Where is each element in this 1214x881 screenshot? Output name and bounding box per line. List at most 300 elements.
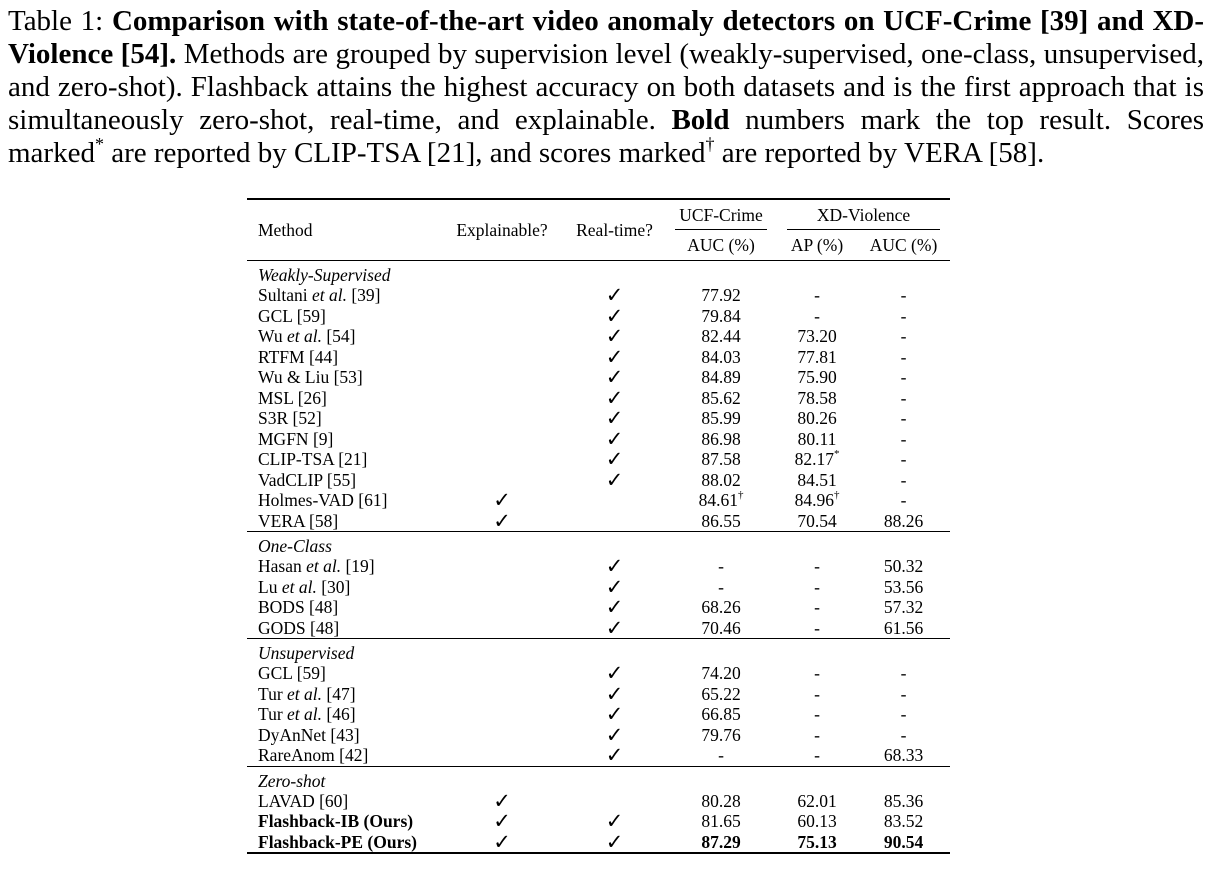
realtime-check-icon: ✓ — [605, 554, 624, 579]
xd-auc-value-text: - — [900, 428, 907, 449]
xd-auc-value — [857, 725, 950, 746]
group-header-row — [247, 639, 950, 664]
table-caption — [8, 5, 1204, 170]
xd-auc-value-text: 50.32 — [883, 556, 924, 577]
xd-auc-value — [857, 511, 950, 532]
ucf-auc-value — [665, 449, 777, 470]
xd-ap-value — [777, 470, 857, 491]
header-ucf-crime — [665, 199, 777, 230]
xd-ap-value-text: 75.13 — [797, 831, 837, 852]
method-cell — [247, 663, 440, 684]
ucf-auc-value — [665, 408, 777, 429]
realtime-check-icon: ✓ — [605, 385, 624, 410]
group-header-row — [247, 261, 950, 286]
table-row — [247, 618, 950, 639]
method-cell — [247, 745, 440, 766]
xd-ap-value-text: - — [814, 704, 820, 725]
ucf-auc-value-text: - — [718, 745, 724, 766]
group-header-row — [247, 532, 950, 557]
method-cell — [247, 347, 440, 368]
method-cell — [247, 429, 440, 450]
method-et-al: et al. — [287, 704, 323, 725]
header-xd-auc: AUC (%) — [869, 234, 938, 255]
xd-ap-value — [777, 556, 857, 577]
ucf-auc-value — [665, 811, 777, 832]
xd-ap-value-text: 78.58 — [797, 387, 837, 408]
realtime-check-icon: ✓ — [605, 809, 624, 834]
xd-auc-value-text: - — [900, 408, 907, 429]
explainable-check-icon — [440, 597, 564, 618]
method-et-al: et al. — [281, 576, 317, 597]
group-name: Unsupervised — [258, 643, 355, 663]
method-name: DyAnNet [43] — [258, 724, 360, 745]
xd-ap-value-text: 75.90 — [797, 367, 837, 388]
xd-ap-value-text: - — [814, 745, 820, 766]
realtime-check-icon: ✓ — [605, 661, 624, 686]
table-row — [247, 367, 950, 388]
ucf-auc-value-text: 88.02 — [701, 469, 741, 490]
method-reference: [19] — [345, 556, 375, 577]
explainable-check-icon: ✓ — [493, 788, 511, 813]
method-name: Holmes-VAD [61] — [258, 490, 388, 511]
xd-auc-value-text: 61.56 — [883, 617, 924, 638]
explainable-check-icon — [440, 618, 564, 639]
method-reference: [47] — [326, 683, 356, 704]
xd-auc-value — [857, 745, 950, 766]
table-row — [247, 408, 950, 429]
xd-ap-value-text: 62.01 — [797, 790, 837, 811]
table-row — [247, 388, 950, 409]
method-name: MSL [26] — [258, 387, 327, 408]
table-row — [247, 449, 950, 470]
xd-auc-value-text: - — [900, 490, 907, 511]
xd-auc-value-text: - — [900, 326, 907, 347]
xd-ap-value — [777, 597, 857, 618]
ucf-auc-value-text: 68.26 — [701, 597, 741, 618]
ucf-auc-value — [665, 511, 777, 532]
xd-auc-value — [857, 347, 950, 368]
method-name: Sultani — [258, 285, 308, 306]
xd-auc-value — [857, 556, 950, 577]
xd-ap-value-text: 80.26 — [797, 408, 837, 429]
ucf-auc-value — [665, 367, 777, 388]
method-cell — [247, 306, 440, 327]
realtime-check-icon: ✓ — [605, 722, 624, 747]
method-name: CLIP-TSA [21] — [258, 449, 368, 470]
table-header — [247, 199, 950, 261]
ucf-auc-value-text: 84.61 — [698, 490, 738, 511]
ucf-auc-value-text: 70.46 — [701, 617, 741, 638]
xd-ap-value-text: - — [814, 285, 820, 306]
method-reference: [54] — [326, 326, 356, 347]
realtime-check-icon: ✓ — [605, 467, 624, 492]
method-cell — [247, 367, 440, 388]
ucf-auc-value-text: 85.99 — [701, 408, 741, 429]
xd-auc-value-text: - — [900, 683, 907, 704]
ucf-crime-cmidrule — [675, 229, 767, 230]
table-row — [247, 347, 950, 368]
xd-auc-value — [857, 618, 950, 639]
explainable-check-icon — [440, 408, 564, 429]
xd-ap-value-text: 84.96 — [794, 490, 834, 511]
explainable-check-icon — [440, 684, 564, 705]
caption-text-4: are reported by VERA [58]. — [721, 137, 1045, 169]
method-name: RTFM [44] — [258, 346, 339, 367]
xd-ap-value — [777, 663, 857, 684]
method-cell — [247, 704, 440, 725]
realtime-check-icon: ✓ — [605, 426, 624, 451]
xd-auc-value — [857, 388, 950, 409]
explainable-check-icon — [440, 285, 564, 306]
ucf-auc-value — [665, 285, 777, 306]
header-method: Method — [258, 219, 313, 240]
explainable-check-icon: ✓ — [493, 488, 511, 513]
ucf-auc-value-text: 80.28 — [701, 790, 741, 811]
ucf-auc-value-text: 87.58 — [701, 449, 741, 470]
xd-auc-value-text: - — [900, 285, 907, 306]
ucf-auc-value — [665, 725, 777, 746]
method-name: Lu — [258, 576, 278, 597]
ucf-auc-value — [665, 577, 777, 598]
xd-auc-value — [857, 408, 950, 429]
table-row — [247, 725, 950, 746]
xd-ap-value — [777, 832, 857, 854]
ucf-auc-value — [665, 490, 777, 511]
xd-ap-value-text: 84.51 — [797, 469, 837, 490]
ucf-auc-value — [665, 597, 777, 618]
ucf-auc-value-text: 74.20 — [701, 663, 741, 684]
method-cell — [247, 811, 440, 832]
caption-text-1: Methods are grouped by supervision level (weakly-supervised, one-class, unsupervised, and zero-shot). Flashback attains the highest accuracy on both datasets and is the first approach that is simultaneously zero-shot, real-time, and explainable. — [8, 38, 1204, 136]
header-xd-violence — [777, 199, 950, 230]
method-name: Flashback-IB (Ours) — [258, 811, 414, 832]
method-cell — [247, 684, 440, 705]
table-row — [247, 597, 950, 618]
xd-auc-value — [857, 449, 950, 470]
explainable-check-icon: ✓ — [493, 508, 511, 533]
method-name: VadCLIP [55] — [258, 469, 357, 490]
ucf-auc-value-text: - — [718, 576, 724, 597]
realtime-check-icon: ✓ — [605, 829, 624, 854]
xd-auc-value-text: - — [900, 305, 907, 326]
xd-auc-value — [857, 326, 950, 347]
xd-ap-value — [777, 577, 857, 598]
header-xd-ap: AP (%) — [790, 234, 844, 255]
ucf-auc-value-text: 66.85 — [701, 704, 741, 725]
xd-auc-value — [857, 285, 950, 306]
explainable-check-icon — [440, 449, 564, 470]
xd-auc-value — [857, 791, 950, 812]
table-row — [247, 511, 950, 532]
xd-ap-value — [777, 388, 857, 409]
realtime-check-icon: ✓ — [605, 702, 624, 727]
xd-auc-value-text: 57.32 — [883, 597, 924, 618]
xd-ap-value-text: - — [814, 597, 820, 618]
xd-auc-value-text: 53.56 — [883, 576, 924, 597]
ucf-auc-value-text: 84.03 — [701, 346, 741, 367]
ucf-auc-value-text: 79.76 — [701, 724, 741, 745]
ucf-auc-value-text: - — [718, 556, 724, 577]
explainable-check-icon — [440, 556, 564, 577]
ucf-auc-value-text: 79.84 — [701, 305, 741, 326]
ucf-auc-value — [665, 832, 777, 854]
header-xd-violence-label: XD-Violence — [816, 204, 911, 225]
ucf-auc-value — [665, 388, 777, 409]
table-body — [247, 261, 950, 854]
method-name: Flashback-PE (Ours) — [258, 831, 417, 852]
method-cell — [247, 449, 440, 470]
xd-auc-value-text: - — [900, 449, 907, 470]
footnote-marker: † — [737, 489, 744, 502]
method-name: Tur — [258, 683, 283, 704]
xd-ap-value-text: - — [814, 576, 820, 597]
xd-ap-value — [777, 449, 857, 470]
table-row — [247, 663, 950, 684]
header-realtime: Real-time? — [576, 219, 653, 240]
realtime-check-icon: ✓ — [605, 743, 624, 768]
method-name: Tur — [258, 704, 283, 725]
table-row — [247, 306, 950, 327]
xd-auc-value — [857, 832, 950, 854]
xd-ap-value — [777, 511, 857, 532]
ucf-auc-value-text: 65.22 — [701, 683, 741, 704]
xd-ap-value — [777, 429, 857, 450]
explainable-check-icon — [440, 347, 564, 368]
method-et-al: et al. — [306, 556, 342, 577]
xd-auc-value — [857, 306, 950, 327]
xd-auc-value — [857, 577, 950, 598]
table-row — [247, 791, 950, 812]
realtime-check-icon: ✓ — [605, 324, 624, 349]
xd-auc-value-text: - — [900, 346, 907, 367]
caption-title: Comparison with state-of-the-art video anomaly detectors on UCF-Crime [39] and XD-Violence [54]. — [8, 5, 1205, 70]
table-row — [247, 326, 950, 347]
xd-ap-value-text: - — [814, 683, 820, 704]
method-cell — [247, 285, 440, 306]
explainable-check-icon: ✓ — [493, 809, 511, 834]
xd-auc-value — [857, 684, 950, 705]
method-name: LAVAD [60] — [258, 790, 349, 811]
ucf-auc-value — [665, 306, 777, 327]
explainable-check-icon — [440, 388, 564, 409]
xd-auc-value — [857, 490, 950, 511]
comparison-table-wrapper — [247, 198, 950, 854]
ucf-auc-value-text: 86.55 — [701, 510, 741, 531]
xd-auc-value-text: - — [900, 704, 907, 725]
xd-ap-value-text: - — [814, 663, 820, 684]
method-cell — [247, 511, 440, 532]
explainable-check-icon — [440, 577, 564, 598]
xd-ap-value-text: 70.54 — [797, 510, 837, 531]
method-name: GODS [48] — [258, 617, 340, 638]
xd-ap-value — [777, 490, 857, 511]
ucf-auc-value-text: 86.98 — [701, 428, 741, 449]
explainable-check-icon — [440, 725, 564, 746]
xd-auc-value — [857, 597, 950, 618]
explainable-check-icon — [440, 367, 564, 388]
xd-ap-value — [777, 367, 857, 388]
xd-auc-value — [857, 429, 950, 450]
xd-ap-value — [777, 285, 857, 306]
ucf-auc-value — [665, 429, 777, 450]
realtime-check-icon: ✓ — [605, 303, 624, 328]
group-name: Weakly-Supervised — [258, 265, 391, 285]
xd-auc-value-text: 90.54 — [883, 831, 924, 852]
table-row — [247, 832, 950, 854]
xd-ap-value-text: - — [814, 617, 820, 638]
xd-ap-value-text: - — [814, 556, 820, 577]
ucf-auc-value — [665, 470, 777, 491]
xd-ap-value — [777, 704, 857, 725]
realtime-check-icon — [564, 490, 665, 511]
ucf-auc-value — [665, 618, 777, 639]
ucf-auc-value — [665, 704, 777, 725]
xd-auc-value — [857, 470, 950, 491]
xd-auc-value-text: 68.33 — [883, 745, 924, 766]
method-cell — [247, 326, 440, 347]
xd-auc-value — [857, 811, 950, 832]
method-cell — [247, 725, 440, 746]
header-ucf-auc: AUC (%) — [687, 234, 755, 255]
table-row — [247, 429, 950, 450]
table-row — [247, 811, 950, 832]
method-cell — [247, 791, 440, 812]
caption-bold-word: Bold — [671, 104, 730, 136]
caption-text-2: numbers mark the top result. Scores marked — [8, 104, 1205, 169]
explainable-check-icon — [440, 704, 564, 725]
method-cell — [247, 490, 440, 511]
ucf-auc-value-text: 81.65 — [701, 811, 741, 832]
explainable-check-icon — [440, 470, 564, 491]
xd-ap-value-text: 77.81 — [797, 346, 837, 367]
group-name: Zero-shot — [258, 770, 326, 791]
method-cell — [247, 618, 440, 639]
method-et-al: et al. — [286, 326, 322, 347]
explainable-check-icon — [440, 306, 564, 327]
caption-text-3: are reported by CLIP-TSA [21], and scores marked — [111, 137, 706, 169]
xd-auc-value-text: 83.52 — [883, 811, 924, 832]
ucf-auc-value — [665, 791, 777, 812]
ucf-auc-value — [665, 745, 777, 766]
ucf-auc-value-text: 77.92 — [701, 285, 741, 306]
xd-ap-value-text: - — [814, 724, 820, 745]
realtime-check-icon: ✓ — [605, 283, 624, 308]
explainable-check-icon: ✓ — [493, 829, 511, 854]
xd-auc-value-text: - — [900, 663, 907, 684]
method-name: VERA [58] — [258, 510, 339, 531]
realtime-check-icon: ✓ — [605, 406, 624, 431]
realtime-check-icon — [564, 791, 665, 812]
xd-ap-value — [777, 791, 857, 812]
xd-auc-value — [857, 663, 950, 684]
ucf-auc-value — [665, 326, 777, 347]
table-row — [247, 704, 950, 725]
ucf-auc-value — [665, 684, 777, 705]
realtime-check-icon: ✓ — [605, 681, 624, 706]
method-et-al: et al. — [311, 285, 347, 306]
explainable-check-icon — [440, 429, 564, 450]
ucf-auc-value-text: 82.44 — [701, 326, 741, 347]
table-row — [247, 684, 950, 705]
ucf-auc-value-text: 85.62 — [701, 387, 741, 408]
caption-dagger-marker: † — [705, 134, 715, 154]
header-explainable: Explainable? — [456, 219, 548, 240]
table-row — [247, 577, 950, 598]
method-name: GCL [59] — [258, 305, 326, 326]
ucf-auc-value-text: 84.89 — [701, 367, 741, 388]
comparison-table — [247, 198, 950, 854]
xd-auc-value — [857, 704, 950, 725]
table-row — [247, 556, 950, 577]
method-reference: [46] — [326, 704, 356, 725]
xd-auc-value-text: - — [900, 367, 907, 388]
explainable-check-icon — [440, 745, 564, 766]
xd-ap-value — [777, 745, 857, 766]
xd-ap-value — [777, 306, 857, 327]
table-row — [247, 285, 950, 306]
xd-auc-value-text: - — [900, 387, 907, 408]
method-cell — [247, 556, 440, 577]
realtime-check-icon: ✓ — [605, 574, 624, 599]
xd-ap-value-text: 80.11 — [797, 428, 837, 449]
xd-ap-value — [777, 618, 857, 639]
xd-ap-value-text: - — [814, 305, 820, 326]
xd-violence-cmidrule — [787, 229, 940, 230]
xd-ap-value — [777, 684, 857, 705]
ucf-auc-value-text: 87.29 — [701, 831, 741, 852]
method-name: RareAnom [42] — [258, 745, 369, 766]
realtime-check-icon: ✓ — [605, 447, 624, 472]
xd-ap-value — [777, 811, 857, 832]
xd-auc-value-text: 85.36 — [883, 790, 924, 811]
method-name: GCL [59] — [258, 663, 326, 684]
method-cell — [247, 577, 440, 598]
xd-ap-value-text: 82.17 — [794, 449, 834, 470]
group-header-row — [247, 766, 950, 791]
method-cell — [247, 832, 440, 854]
xd-auc-value-text: - — [900, 469, 907, 490]
footnote-marker: † — [833, 489, 840, 502]
footnote-marker: * — [833, 448, 840, 461]
xd-auc-value-text: - — [900, 724, 907, 745]
method-name: S3R [52] — [258, 408, 322, 429]
caption-label: Table 1: — [8, 5, 104, 37]
xd-ap-value — [777, 725, 857, 746]
method-name: Wu & Liu [53] — [258, 367, 363, 388]
xd-ap-value-text: 73.20 — [797, 326, 837, 347]
method-cell — [247, 388, 440, 409]
realtime-check-icon: ✓ — [605, 595, 624, 620]
caption-star-marker: * — [94, 134, 104, 154]
method-reference: [39] — [351, 285, 381, 306]
ucf-auc-value — [665, 663, 777, 684]
xd-ap-value — [777, 347, 857, 368]
table-row — [247, 470, 950, 491]
method-cell — [247, 408, 440, 429]
realtime-check-icon: ✓ — [605, 365, 624, 390]
ucf-auc-value — [665, 347, 777, 368]
method-reference: [30] — [321, 576, 351, 597]
table-row — [247, 490, 950, 511]
header-ucf-crime-label: UCF-Crime — [679, 204, 763, 225]
method-name: BODS [48] — [258, 597, 339, 618]
group-name: One-Class — [258, 536, 332, 556]
method-name: Hasan — [258, 556, 302, 577]
realtime-check-icon — [564, 511, 665, 532]
xd-auc-value-text: 88.26 — [883, 510, 924, 531]
method-cell — [247, 597, 440, 618]
table-row — [247, 745, 950, 766]
